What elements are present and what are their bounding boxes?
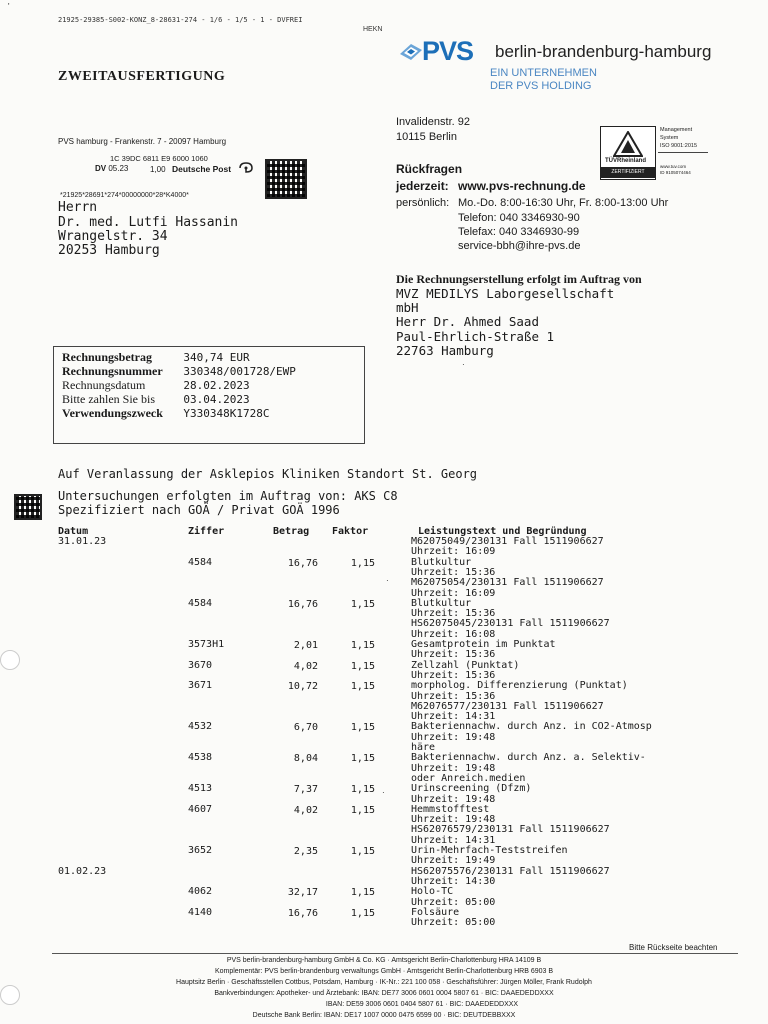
row-code: 4140: [188, 906, 213, 918]
row-code: 4584: [188, 597, 213, 609]
backside-note: Bitte Rückseite beachten: [629, 943, 718, 952]
invoice-number-value: 330348/001728/EWP: [183, 365, 296, 378]
row-text: Uhrzeit: 19:48: [411, 814, 496, 826]
tuv-certificate: [600, 126, 712, 180]
cert-mgmt-3: ISO 9001:2015: [660, 143, 698, 149]
row-factor: 1,15: [350, 753, 375, 765]
row-factor: 1,15: [350, 907, 375, 919]
invoice-date-value: 28.02.2023: [183, 379, 250, 392]
commission-heading: Die Rechnungserstellung erfolgt im Auftrag von: [396, 272, 642, 286]
contact-email-link[interactable]: service-bbh@ihre-pvs.de: [458, 240, 581, 252]
commission-line-5: 22763 Hamburg: [396, 343, 494, 358]
row-amount: 8,04: [293, 753, 318, 765]
contact-heading: Rückfragen: [396, 162, 463, 176]
row-text: Bakteriennachw. durch Anz. in CO2-Atmosp: [411, 721, 652, 733]
cert-mgmt-1: Management: [660, 127, 693, 133]
pvs-logo-icon: [398, 40, 424, 64]
row-amount: 32,17: [287, 887, 318, 899]
row-amount: 4,02: [293, 804, 318, 816]
row-text: M62075054/230131 Fall 1511906627: [411, 577, 604, 589]
invoice-row-amount: [62, 350, 250, 365]
row-text: Uhrzeit: 14:31: [411, 711, 496, 723]
row-text: Urinscreening (Dfzm): [411, 783, 532, 795]
document-title: ZWEITAUSFERTIGUNG: [58, 69, 226, 84]
intro-line-3: Spezifiziert nach GOÄ / Privat GOÄ 1996: [58, 503, 340, 517]
row-text: Blutkultur: [411, 556, 472, 568]
punch-hole-top: [0, 650, 20, 670]
header-amount: Betrag: [273, 526, 310, 537]
invoice-reference-value: Y330348K1728C: [183, 407, 270, 420]
row-text: HS62075576/230131 Fall 1511906627: [411, 865, 610, 877]
row-text: oder Anreich.medien: [411, 772, 526, 784]
sender-line: PVS hamburg - Frankenstr. 7 - 20097 Hamburg: [58, 137, 227, 146]
tuv-logo-box: [600, 126, 656, 180]
footer-line-5: IBAN: DE59 3006 0601 0404 5807 61 · BIC: DAAEDEDDXXX: [325, 1001, 519, 1008]
row-text: häre: [411, 742, 436, 753]
row-code: 4062: [188, 886, 213, 898]
tuv-title: TÜVRheinland: [605, 158, 647, 164]
postal-code-line: 1C 39DC 6811 E9 6000 1060: [110, 154, 208, 163]
row-text: Uhrzeit: 05:00: [411, 896, 496, 908]
row-text: M62076577/230131 Fall 1511906627: [411, 700, 604, 712]
tuv-sub: ZERTIFIZIERT: [601, 167, 655, 178]
invoice-due-label: Bitte zahlen Sie bis: [62, 392, 155, 406]
row-text: Uhrzeit: 15:36: [411, 566, 496, 578]
postal-carrier: Deutsche Post: [172, 164, 232, 174]
invoice-row-due: [62, 392, 250, 407]
invoice-date-label: Rechnungsdatum: [62, 378, 146, 392]
row-text: Zellzahl (Punktat): [411, 659, 520, 671]
row-factor: 1,15: [350, 846, 375, 857]
row-factor: 1,15: [350, 784, 375, 796]
header-date: Datum: [58, 526, 89, 537]
invoice-due-value: 03.04.2023: [183, 393, 250, 406]
row-text: Urin-Mehrfach-Teststreifen: [411, 845, 568, 856]
row-factor: 1,15: [350, 722, 375, 734]
header-factor: Faktor: [332, 526, 369, 537]
contact-anytime-label: jederzeit:: [396, 179, 449, 193]
row-code: 4532: [188, 721, 213, 733]
row-text: Uhrzeit: 14:30: [411, 875, 496, 887]
invoice-summary-box: [53, 346, 365, 444]
invoice-amount-label: Rechnungsbetrag: [62, 350, 153, 364]
invoice-amount-value: 340,74 EUR: [183, 351, 250, 364]
intro-line-1: Auf Veranlassung der Asklepios Kliniken Standort St. Georg: [58, 467, 478, 481]
recipient-line-1: Herrn: [58, 200, 98, 215]
row-factor: 1,15: [350, 804, 375, 816]
commission-line-1: MVZ MEDILYS Laborgesellschaft: [396, 286, 615, 301]
row-text: Holo-TC: [411, 886, 454, 898]
row-factor: 1,15: [350, 598, 375, 610]
row-code: 3671: [188, 680, 213, 692]
row-amount: 2,01: [293, 640, 318, 651]
row-code: 3573H1: [188, 639, 225, 650]
contact-personal-label: persönlich:: [396, 197, 450, 209]
footer-line-4: Bankverbindungen: Apotheker- und Ärztebank: IBAN: DE77 3006 0601 0004 5807 61 · BIC: DAAEDEDDXXX: [214, 990, 554, 997]
row-text: Uhrzeit: 15:36: [411, 669, 496, 681]
corner-mark: ': [8, 2, 10, 11]
commission-line-4: Paul-Ehrlich-Straße 1: [396, 329, 555, 344]
row-text: Uhrzeit: 19:49: [411, 855, 496, 867]
cert-web: www.tuv.com: [660, 164, 687, 169]
row-text: Uhrzeit: 16:09: [411, 587, 496, 599]
row-text: Gesamtprotein im Punktat: [411, 639, 556, 650]
row-text: Uhrzeit: 15:36: [411, 690, 496, 702]
recipient-line-4: 20253 Hamburg: [58, 243, 160, 258]
header-text: Leistungstext und Begründung: [418, 526, 587, 537]
commission-line-3: Herr Dr. Ahmed Saad: [396, 314, 539, 329]
invoice-row-date: [62, 378, 250, 393]
row-text: Uhrzeit: 19:48: [411, 762, 496, 774]
row-text: Uhrzeit: 19:48: [411, 731, 496, 743]
cert-mgmt-2: System: [660, 135, 679, 141]
row-code: 4513: [188, 783, 213, 795]
row-factor: 1,15: [350, 887, 375, 899]
contact-fax: Telefax: 040 3346930-99: [458, 226, 580, 238]
row-text: Uhrzeit: 05:00: [411, 917, 496, 929]
recipient-line-3: Wrangelstr. 34: [58, 229, 168, 244]
row-text: HS62075045/230131 Fall 1511906627: [411, 618, 610, 630]
row-text: M62075049/230131 Fall 1511906627: [411, 536, 604, 547]
row-code: 3652: [188, 845, 213, 856]
tuv-triangle-icon: [613, 131, 643, 157]
side-matrix-code: [14, 494, 42, 520]
header-code: Ziffer: [188, 526, 225, 537]
pvs-address-street: Invalidenstr. 92: [396, 116, 470, 128]
row-factor: 1,15: [350, 660, 375, 672]
footer-line-6: Deutsche Bank Berlin: IBAN: DE17 1007 0000 0475 6599 00 · BIC: DEUTDEBBXXX: [252, 1012, 516, 1019]
row-factor: 1,15: [350, 557, 375, 569]
scan-speck-2: ·: [382, 788, 385, 797]
row-code: 4607: [188, 803, 213, 815]
postal-matrix-code: [265, 159, 307, 199]
contact-web-link[interactable]: www.pvs-rechnung.de: [458, 179, 586, 193]
contact-phone: Telefon: 040 3346930-90: [458, 212, 580, 224]
row-factor: 1,15: [350, 681, 375, 693]
row-code: 4538: [188, 752, 213, 764]
logo-tagline-2: DER PVS HOLDING: [490, 80, 592, 92]
row-text: Uhrzeit: 15:36: [411, 649, 496, 661]
posthorn-icon: [238, 162, 254, 174]
footer-line-2: Komplementär: PVS berlin-brandenburg verwaltungs GmbH · Amtsgericht Berlin-Charlottenburg HRB 6903 B: [214, 968, 554, 975]
row-text: HS62076579/230131 Fall 1511906627: [411, 824, 610, 836]
cert-id: ID 9105074464: [660, 170, 691, 175]
postal-dv-date: 05.23: [108, 164, 129, 173]
row-amount: 16,76: [287, 907, 318, 919]
row-code: 4584: [188, 556, 213, 568]
row-amount: 16,76: [287, 598, 318, 610]
pvs-address-city: 10115 Berlin: [396, 131, 457, 143]
row-factor: 1,15: [350, 640, 375, 651]
postal-dv-label: DV: [95, 164, 107, 173]
footer-divider: [52, 953, 738, 954]
invoice-row-number: [62, 364, 296, 379]
postal-price: 1,00: [150, 165, 166, 174]
top-mark: HEKN: [363, 26, 383, 33]
cert-divider: [658, 152, 708, 153]
row-code: 3670: [188, 659, 213, 671]
invoice-reference-label: Verwendungszweck: [62, 406, 163, 420]
row-text: Hemmstofftest: [411, 803, 490, 815]
row-amount: 16,76: [287, 557, 318, 569]
footer-line-1: PVS berlin-brandenburg-hamburg GmbH & Co. KG · Amtsgericht Berlin-Charlottenburg HRA 14109 B: [226, 957, 542, 964]
row-date: 01.02.23: [58, 865, 107, 877]
invoice-row-reference: [62, 406, 269, 421]
postal-barcode: *21925*28691*274*00000000*28*K4000*: [60, 192, 189, 199]
row-text: Uhrzeit: 14:31: [411, 834, 496, 846]
row-text: morpholog. Differenzierung (Punktat): [411, 680, 628, 692]
scan-speck-1: ·: [386, 576, 389, 585]
logo-brand: PVS: [422, 36, 474, 66]
row-text: Uhrzeit: 16:09: [411, 546, 496, 558]
invoice-number-label: Rechnungsnummer: [62, 364, 163, 378]
logo-tagline-1: EIN UNTERNEHMEN: [490, 67, 597, 79]
recipient-line-2: Dr. med. Lutfi Hassanin: [58, 215, 239, 230]
commission-line-2: mbH: [396, 300, 419, 315]
contact-hours: Mo.-Do. 8:00-16:30 Uhr, Fr. 8:00-13:00 Uhr: [458, 197, 669, 209]
intro-line-2: Untersuchungen erfolgten im Auftrag von: AKS C8: [58, 489, 398, 503]
row-amount: 2,35: [293, 846, 318, 857]
row-amount: 10,72: [287, 681, 318, 693]
row-text: Uhrzeit: 15:36: [411, 608, 496, 620]
logo-region: berlin-brandenburg-hamburg: [495, 42, 712, 61]
row-text: Uhrzeit: 19:48: [411, 793, 496, 805]
pvs-logo: [398, 38, 743, 98]
scan-speck-3: ·: [462, 360, 465, 369]
row-text: Bakteriennachw. durch Anz. a. Selektiv-: [411, 752, 646, 764]
row-text: Blutkultur: [411, 597, 472, 609]
row-amount: 7,37: [293, 784, 318, 796]
row-date: 31.01.23: [58, 536, 107, 547]
row-text: Uhrzeit: 16:08: [411, 628, 496, 640]
postal-dv: [95, 164, 128, 173]
row-amount: 6,70: [293, 722, 318, 734]
document-reference: 21925-29385-S002-KONZ_8-28631-274 - 1/6 - 1/5 - 1 - DVFREI: [58, 16, 303, 24]
row-amount: 4,02: [293, 660, 318, 672]
footer-line-3: Hauptsitz Berlin · Geschäftsstellen Cottbus, Potsdam, Hamburg · IK-Nr.: 221 100 058 · Geschäftsführer: Jürgen Möller, Frank Rudolph: [176, 979, 592, 986]
row-text: Folsäure: [411, 906, 460, 918]
